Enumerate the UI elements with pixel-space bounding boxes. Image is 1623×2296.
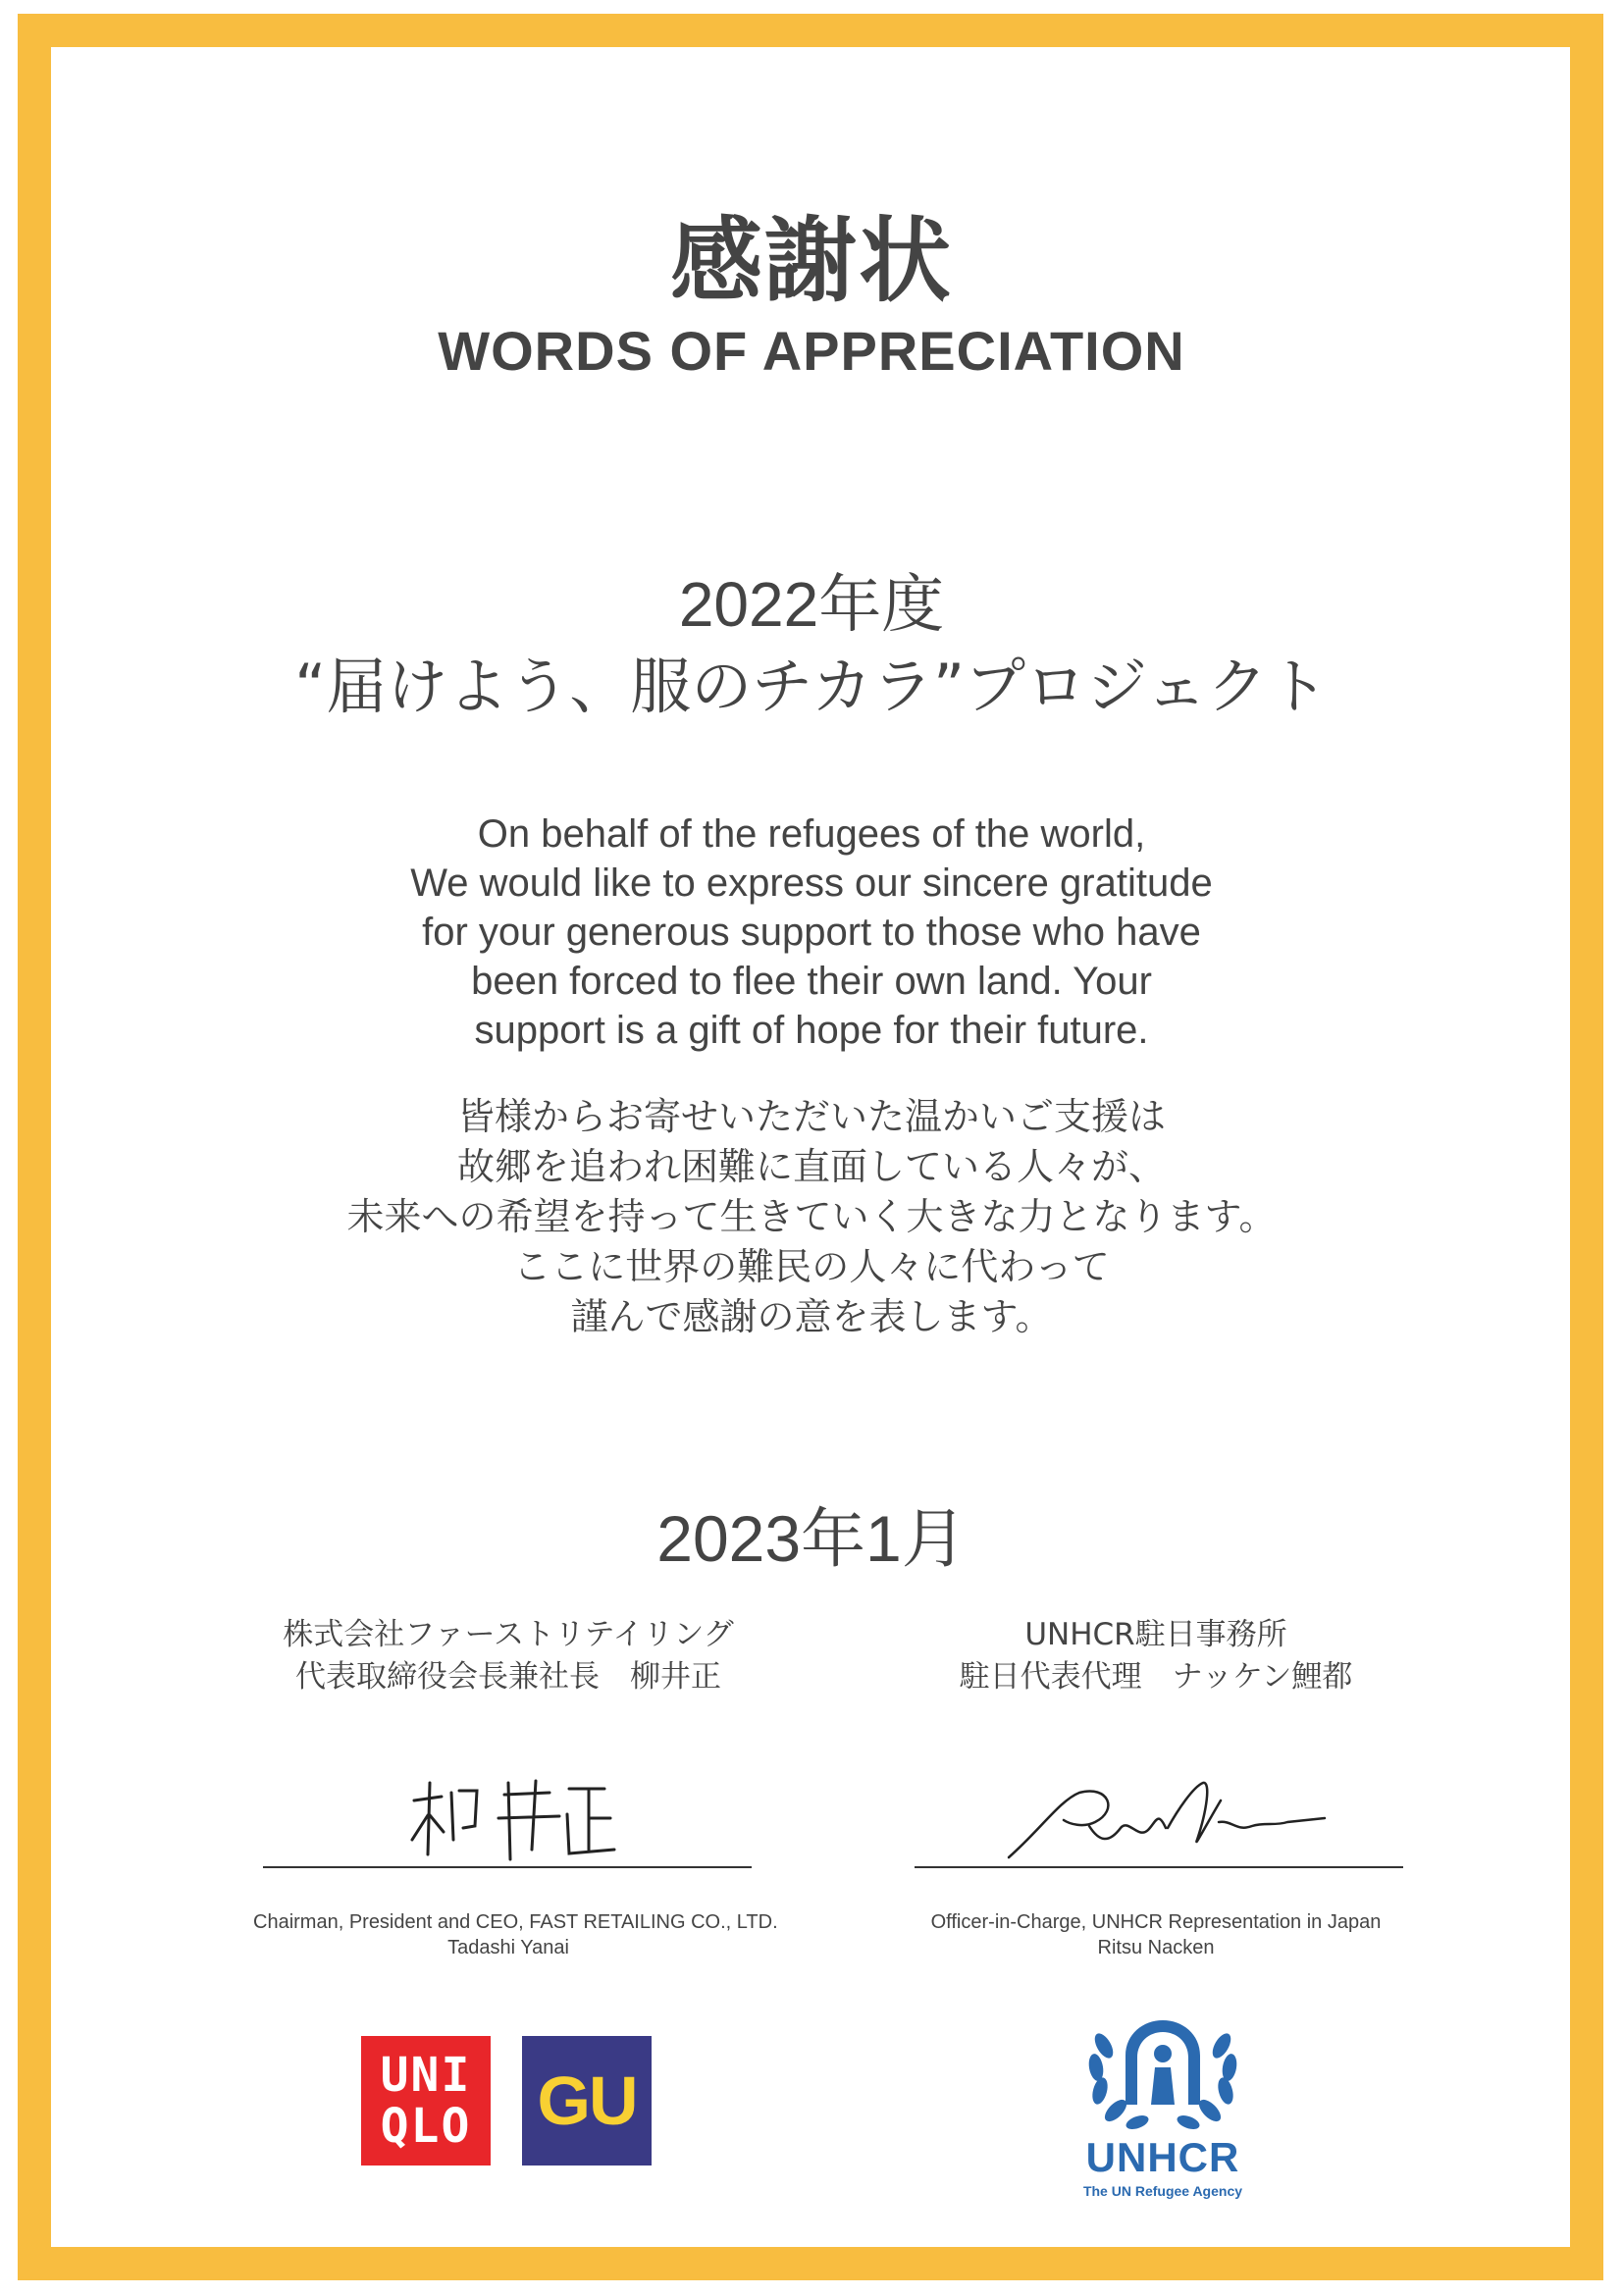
- right-signatory-org: [901, 1614, 1411, 1698]
- left-signatory-caption: [253, 1909, 778, 1960]
- right-signature: [1001, 1771, 1335, 1864]
- message-english-line: On behalf of the refugees of the world,: [477, 812, 1146, 856]
- message-english-line: We would like to express our sincere gratitude: [410, 861, 1213, 905]
- left-org-line2: 代表取締役会長兼社長 柳井正: [295, 1659, 721, 1695]
- uniqlo-logo-line1: UNI: [380, 2048, 472, 2103]
- unhcr-logo: [1065, 2007, 1261, 2203]
- message-japanese-line: 未来への希望を持って生きていく大きな力となります。: [346, 1195, 1277, 1238]
- left-caption-name: Tadashi Yanai: [447, 1937, 569, 1958]
- message-english-line: been forced to flee their own land. Your: [471, 960, 1152, 1003]
- uniqlo-logo-line2: QLO: [380, 2099, 472, 2154]
- message-japanese-line: 故郷を追われ困難に直面している人々が、: [456, 1145, 1166, 1188]
- title-japanese: 感謝状: [669, 208, 953, 315]
- message-japanese: [0, 1092, 1623, 1342]
- right-caption-title: Officer-in-Charge, UNHCR Representation in Japan: [930, 1911, 1382, 1933]
- right-org-line2: 駐日代表代理 ナッケン鯉都: [959, 1659, 1353, 1695]
- unhcr-emblem-icon: [1065, 2007, 1261, 2134]
- right-signature-line: [915, 1866, 1403, 1868]
- message-japanese-line: 謹んで感謝の意を表します。: [570, 1295, 1053, 1338]
- unhcr-tagline: The UN Refugee Agency: [1082, 2183, 1243, 2199]
- right-caption-name: Ritsu Nacken: [1097, 1937, 1215, 1958]
- project-name: “届けよう、服のチカラ”プロジェクト: [294, 651, 1329, 722]
- message-english-line: support is a gift of hope for their future.: [474, 1009, 1149, 1052]
- message-english: [0, 809, 1623, 1055]
- issue-date: 2023年1月: [656, 1502, 967, 1575]
- left-signature: [402, 1771, 618, 1864]
- unhcr-logo-text: UNHCR: [1085, 2134, 1240, 2180]
- uniqlo-logo: [361, 2036, 491, 2166]
- message-japanese-line: ここに世界の難民の人々に代わって: [513, 1245, 1110, 1288]
- fiscal-year: 2022年度: [678, 569, 945, 640]
- left-org-line1: 株式会社ファーストリテイリング: [283, 1617, 734, 1652]
- right-org-line1: UNHCR駐日事務所: [1024, 1617, 1287, 1652]
- left-signature-line: [263, 1866, 752, 1868]
- gu-logo-text: GU: [537, 2062, 637, 2139]
- title-english: WORDS OF APPRECIATION: [438, 320, 1185, 382]
- gu-logo: [522, 2036, 652, 2166]
- left-caption-title: Chairman, President and CEO, FAST RETAILING CO., LTD.: [253, 1911, 778, 1933]
- message-english-line: for your generous support to those who have: [422, 911, 1201, 954]
- left-signatory-org: [253, 1614, 763, 1698]
- right-signatory-caption: [901, 1909, 1411, 1960]
- message-japanese-line: 皆様からお寄せいただいた温かいご支援は: [456, 1095, 1166, 1138]
